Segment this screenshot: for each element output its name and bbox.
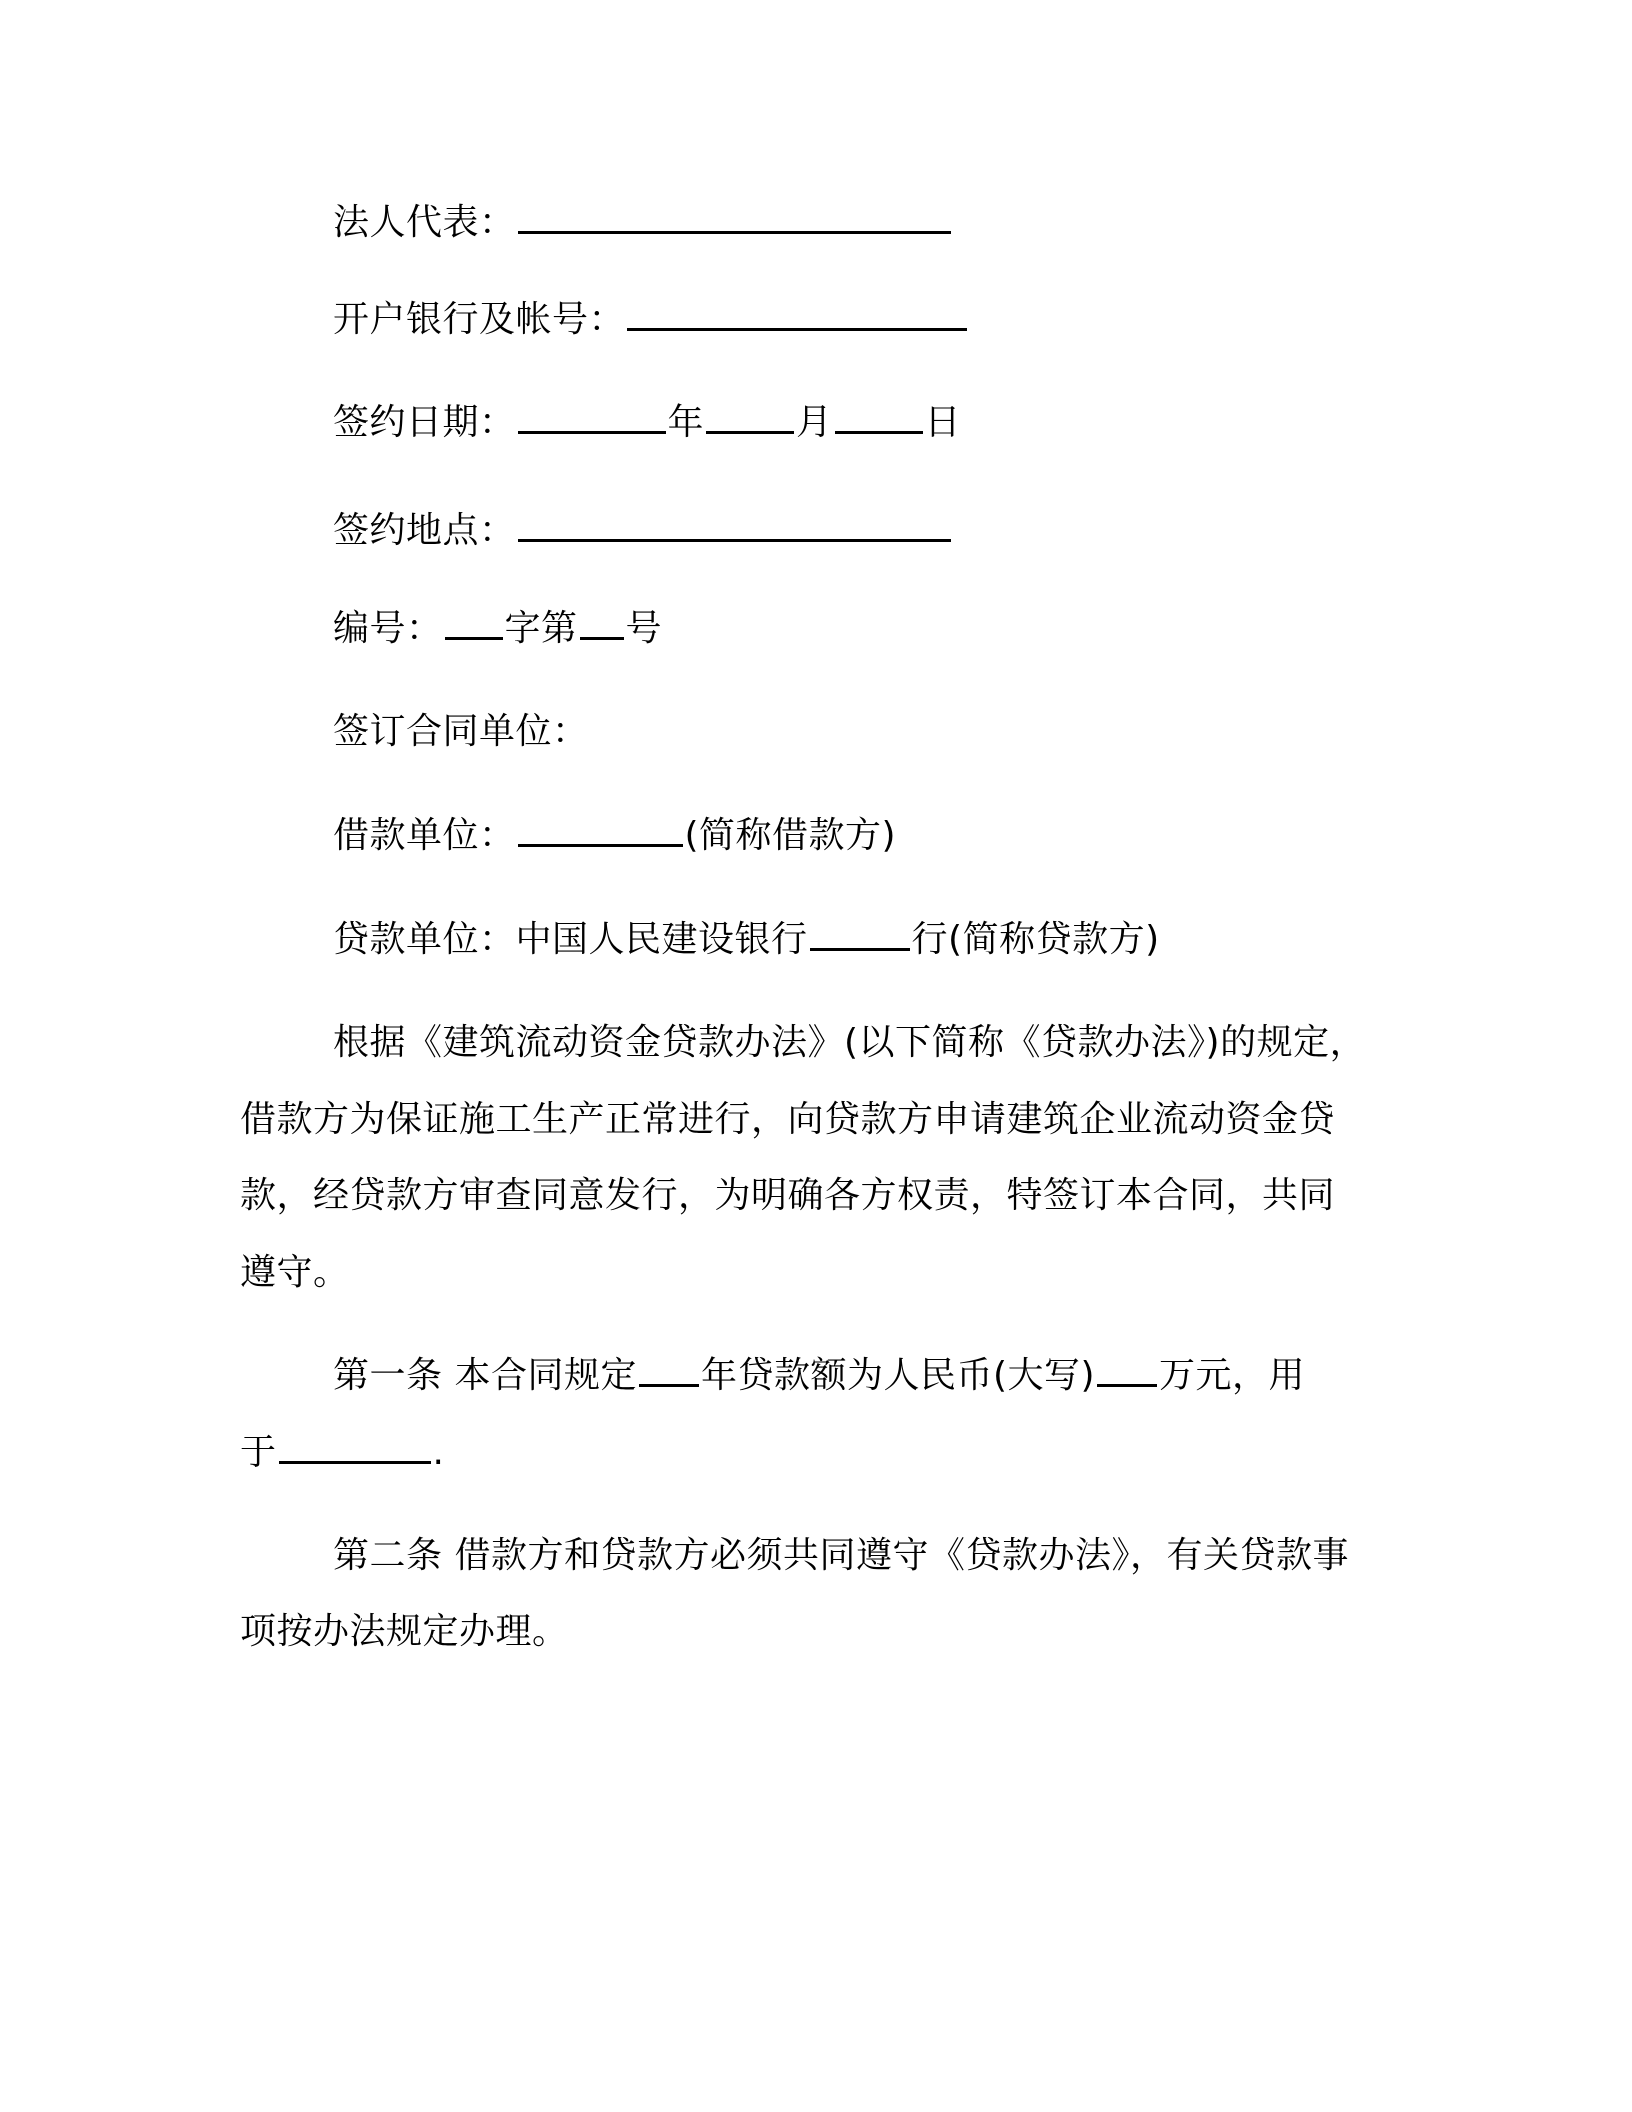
blank-number-prefix[interactable] <box>445 609 503 640</box>
year-label: 年 <box>667 402 705 443</box>
article-1-text-c: 万元，用 <box>1159 1355 1306 1396</box>
blank-loan-purpose[interactable] <box>279 1433 431 1464</box>
blank-day[interactable] <box>835 403 923 434</box>
blank-loan-year[interactable] <box>639 1356 699 1387</box>
borrower-abbrev: (简称借款方) <box>684 815 897 856</box>
field-label: 编号： <box>333 608 443 649</box>
preamble-line-1: 根据《建筑流动资金贷款办法》(以下简称《贷款办法》)的规定， <box>333 1022 1367 1063</box>
field-label: 开户银行及帐号： <box>333 299 626 340</box>
number-mid-text: 字第 <box>504 608 578 649</box>
month-label: 月 <box>796 402 833 443</box>
blank-month[interactable] <box>706 403 794 434</box>
article-2-line-1: 第二条 借款方和贷款方必须共同遵守《贷款办法》，有关贷款事 <box>333 1535 1349 1576</box>
field-borrower <box>333 811 896 861</box>
field-contract-number <box>333 604 662 654</box>
field-signing-date <box>333 398 961 448</box>
blank-year[interactable] <box>518 403 666 434</box>
article-1-line-1 <box>333 1351 1305 1401</box>
field-legal-representative <box>333 198 953 248</box>
article-1-text-b: 年贷款额为人民币(大写) <box>700 1355 1096 1396</box>
article-2-line-2: 项按办法规定办理。 <box>240 1611 569 1652</box>
preamble-line-3: 款，经贷款方审查同意发行，为明确各方权责，特签订本合同，共同 <box>240 1175 1336 1216</box>
article-1-line-2 <box>240 1428 444 1478</box>
blank-borrower[interactable] <box>518 816 683 847</box>
preamble-line-2: 借款方为保证施工生产正常进行，向贷款方申请建筑企业流动资金贷 <box>240 1099 1336 1140</box>
preamble-line-4: 遵守。 <box>240 1252 350 1293</box>
field-label: 借款单位： <box>333 815 516 856</box>
field-lender <box>333 915 1160 965</box>
field-signing-place <box>333 506 953 556</box>
blank-signing-place[interactable] <box>518 511 951 542</box>
field-label: 贷款单位： <box>333 919 516 960</box>
article-1-text-d: 于 <box>240 1432 277 1473</box>
article-1-text-a: 第一条 本合同规定 <box>333 1355 637 1396</box>
blank-legal-representative[interactable] <box>518 203 951 234</box>
lender-abbrev: 行(简称贷款方) <box>911 919 1160 960</box>
blank-lender-branch[interactable] <box>810 920 910 951</box>
field-label: 签约日期： <box>333 402 516 443</box>
blank-loan-amount[interactable] <box>1097 1356 1157 1387</box>
number-end-text: 号 <box>625 608 663 649</box>
field-contracting-parties <box>333 707 589 757</box>
field-bank-account <box>333 295 969 345</box>
field-label: 签订合同单位： <box>333 711 589 752</box>
day-label: 日 <box>924 402 962 443</box>
article-1-text-e: . <box>432 1432 445 1473</box>
blank-bank-account[interactable] <box>627 300 967 331</box>
field-label: 法人代表： <box>333 202 516 243</box>
blank-number[interactable] <box>580 609 624 640</box>
lender-bank-name: 中国人民建设银行 <box>515 919 808 960</box>
field-label: 签约地点： <box>333 510 516 551</box>
